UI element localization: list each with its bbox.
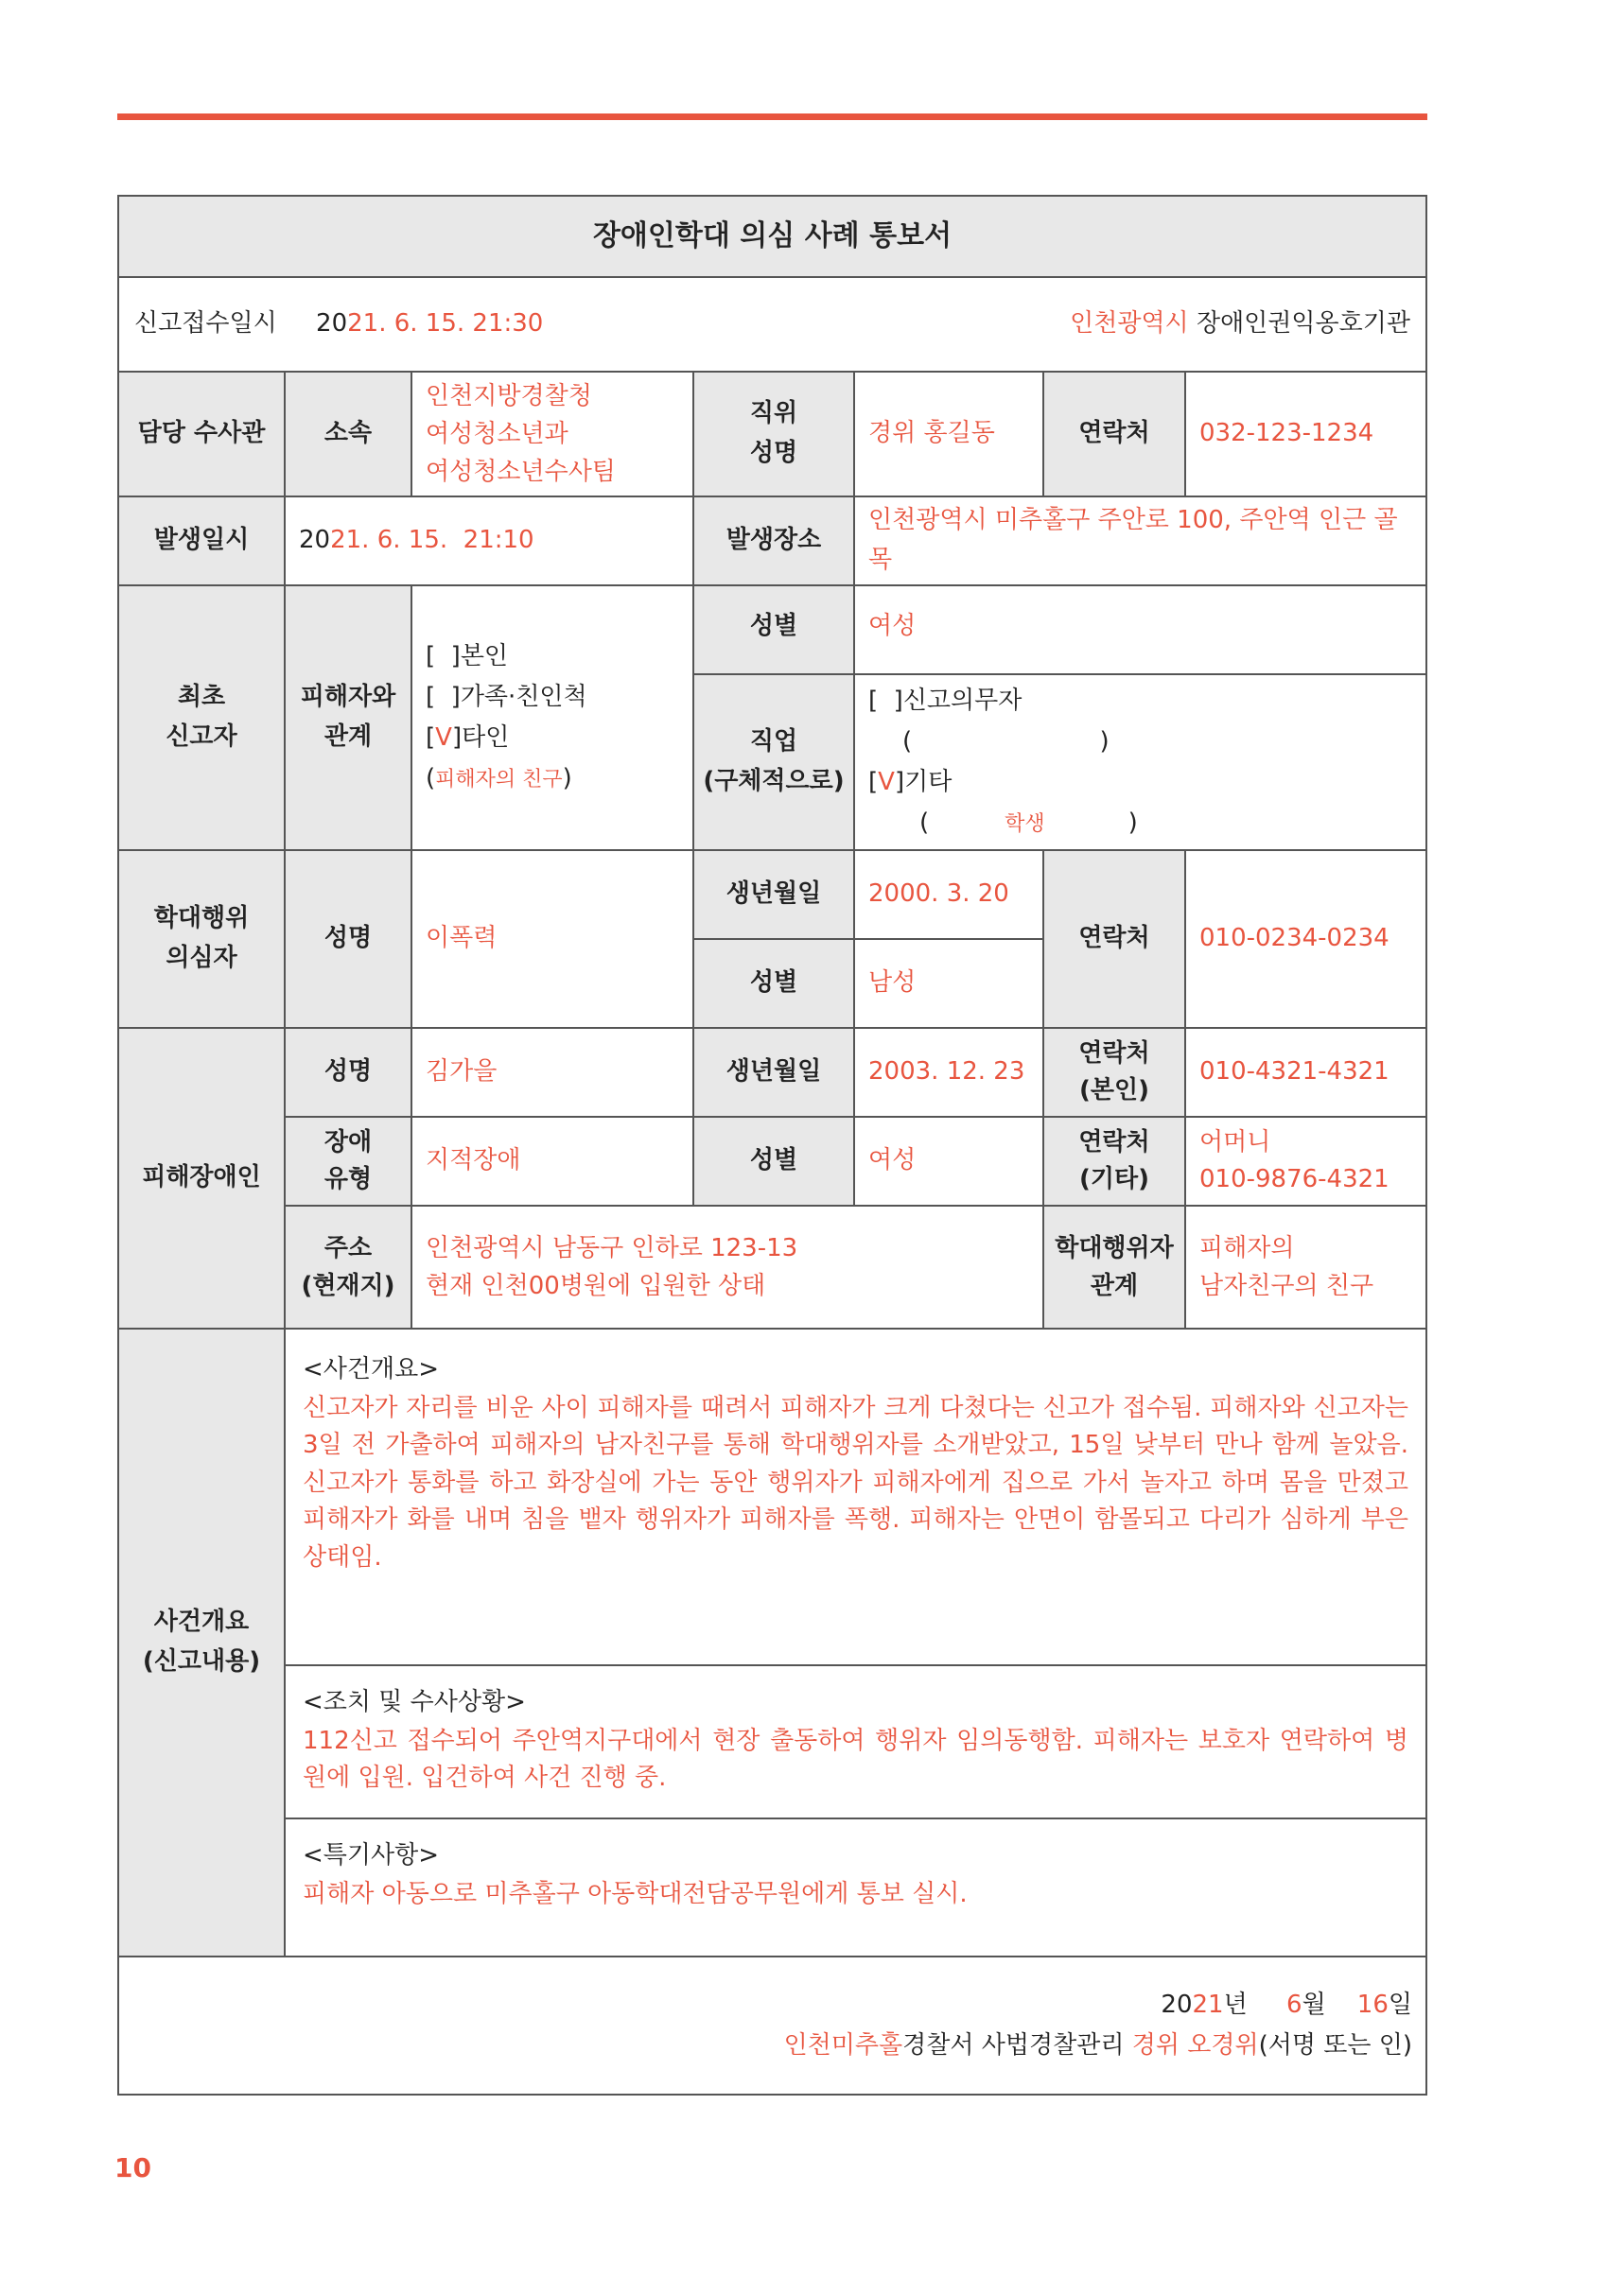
victim-name: 김가을 (412, 1029, 694, 1118)
agency: 인천광역시 장애인권익옹호기관 (1070, 309, 1410, 339)
address-label: 주소 (현재지) (286, 1207, 412, 1330)
abuser-relation: 피해자의 남자친구의 친구 (1186, 1207, 1425, 1330)
victim-gender-label: 성별 (694, 1118, 855, 1207)
top-accent-rule (117, 113, 1427, 120)
notes-text: 피해자 아동으로 미추홀구 아동학대전담공무원에게 통보 실시. (303, 1879, 968, 1908)
option-self[interactable]: [ ]본인 (426, 642, 509, 671)
incident-date: 20 21. 6. 15. 21:10 (286, 497, 694, 586)
summary-label: 사건개요 (신고내용) (119, 1330, 286, 1957)
report-form (117, 195, 1427, 2096)
suspect-gender-label: 성별 (694, 940, 855, 1029)
sign-date: 2021년 6월 16일 (1161, 1991, 1412, 2020)
incident-place-label: 발생장소 (694, 497, 855, 586)
officer-label: 담당 수사관 (119, 373, 286, 497)
job-options (855, 675, 1425, 851)
page-number: 10 (114, 2152, 151, 2183)
job-detail: ( 학생 ) (919, 808, 1138, 837)
victim-contact-self-label: 연락처 (본인) (1044, 1029, 1186, 1118)
victim-contact-self: 010-4321-4321 (1186, 1029, 1425, 1118)
victim-address: 인천광역시 남동구 인하로 123-13 현재 인천00병원에 입원한 상태 (412, 1207, 1044, 1330)
victim-gender: 여성 (855, 1118, 1044, 1207)
notes-heading: <특기사항> (303, 1841, 440, 1870)
receipt-datetime: 신고접수일시 2021. 6. 15. 21:30 (134, 309, 544, 339)
officer-contact: 032-123-1234 (1186, 373, 1425, 497)
option-family[interactable]: [ ]가족·친인척 (426, 683, 587, 712)
suspect-birth-label: 생년월일 (694, 851, 855, 940)
victim-birth-label: 생년월일 (694, 1029, 855, 1118)
suspect-birth: 2000. 3. 20 (855, 851, 1044, 940)
reporter-gender: 여성 (855, 586, 1425, 675)
suspect-gender: 남성 (855, 940, 1044, 1029)
relation-label: 피해자와 관계 (286, 586, 412, 851)
affiliation-value: 인천지방경찰청 여성청소년과 여성청소년수사팀 (412, 373, 694, 497)
victim-birth: 2003. 12. 23 (855, 1029, 1044, 1118)
reporter-label: 최초 신고자 (119, 586, 286, 851)
suspect-contact: 010-0234-0234 (1186, 851, 1425, 1029)
notes-section (286, 1819, 1425, 1957)
relation-options (412, 586, 694, 851)
job-label: 직업 (구체적으로) (694, 675, 855, 851)
job-option-other[interactable]: [V]기타 (868, 768, 953, 796)
incident-date-label: 발생일시 (119, 497, 286, 586)
action-section (286, 1666, 1425, 1819)
sign-officer: 인천미추홀경찰서 사법경찰관리 경위 오경위(서명 또는 인) (783, 2031, 1412, 2060)
signature-block (119, 1957, 1425, 2094)
job-option-mandatory-detail: ( ) (902, 727, 1110, 757)
incident-place: 인천광역시 미추홀구 주안로 100, 주안역 인근 골목 (855, 497, 1425, 586)
overview-section (286, 1330, 1425, 1666)
form-title: 장애인학대 의심 사례 통보서 (119, 197, 1425, 278)
affiliation-label: 소속 (286, 373, 412, 497)
victim-contact-other: 어머니 010-9876-4321 (1186, 1118, 1425, 1207)
officer-contact-label: 연락처 (1044, 373, 1186, 497)
action-text: 112신고 접수되어 주안역지구대에서 현장 출동하여 행위자 임의동행함. 피해자는 보호자 연락하여 병원에 입원. 입건하여 사건 진행 중. (303, 1726, 1408, 1793)
option-other[interactable]: [V]타인 (426, 723, 510, 752)
overview-heading: <사건개요> (303, 1355, 440, 1383)
victim-name-label: 성명 (286, 1029, 412, 1118)
abuser-relation-label: 학대행위자 관계 (1044, 1207, 1186, 1330)
victim-label: 피해장애인 (119, 1029, 286, 1330)
reporter-gender-label: 성별 (694, 586, 855, 675)
suspect-label: 학대행위 의심자 (119, 851, 286, 1029)
overview-text: 신고자가 자리를 비운 사이 피해자를 때려서 피해자가 크게 다쳤다는 신고가 접수됨. 피해자와 신고자는 3일 전 가출하여 피해자의 남자친구를 통해 학대행위자를 소개받았고, 15일 낮부터 만나 함께 놀았음. 신고자가 통화를 하고 화장실에 가는 동안 행위자가 피해자에게 집으로 가서 놀자고 하며 몸을 만졌고 피해자가 화를 내며 침을 뱉자 행위자가 피해자를 폭행. 피해자는 안면이 함몰되고 다리가 심하게 부은 상태임. (303, 1393, 1408, 1572)
relation-detail: (피해자의 친구) (426, 763, 572, 792)
officer-name: 경위 홍길동 (855, 373, 1044, 497)
suspect-name: 이폭력 (412, 851, 694, 1029)
suspect-contact-label: 연락처 (1044, 851, 1186, 1029)
suspect-name-label: 성명 (286, 851, 412, 1029)
victim-contact-other-label: 연락처 (기타) (1044, 1118, 1186, 1207)
disability-type-label: 장애 유형 (286, 1118, 412, 1207)
position-label: 직위 성명 (694, 373, 855, 497)
disability-type: 지적장애 (412, 1118, 694, 1207)
job-option-mandatory[interactable]: [ ]신고의무자 (868, 687, 1022, 716)
receipt-row (119, 278, 1425, 373)
action-heading: <조치 및 수사상황> (303, 1688, 526, 1716)
